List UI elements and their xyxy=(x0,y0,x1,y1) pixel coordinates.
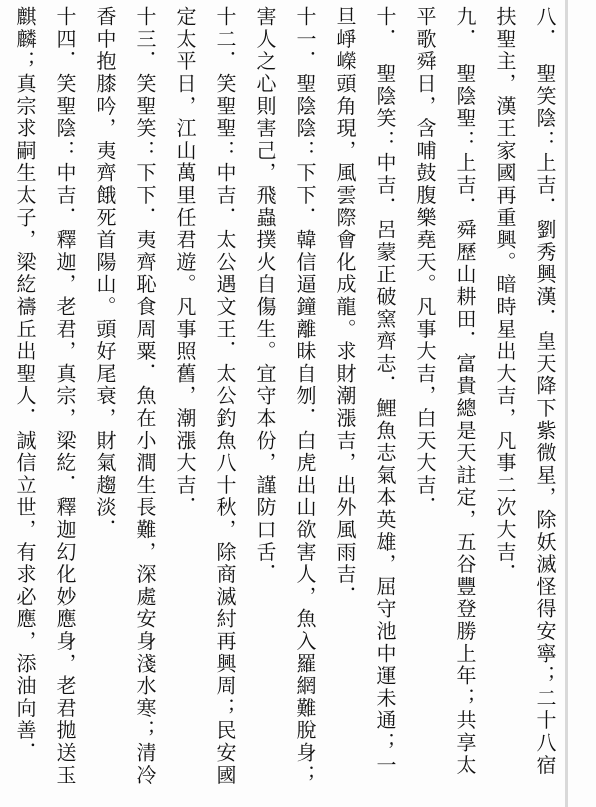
page-edge-shadow xyxy=(565,0,568,807)
text-line-6: 旦崢嶸頭角現，風雲際會化成龍。求財潮漲吉，出外風雨吉． xyxy=(333,6,357,609)
text-line-14: 麒麟；真宗求嗣生太子，梁紇禱丘出聖人．誠信立世，有求必應，添油向善． xyxy=(13,6,37,765)
text-line-4: 平歌舜日，含哺鼓腹樂堯天。凡事大吉，白天大吉． xyxy=(413,6,437,519)
text-line-9: 十二．笑聖聖：中吉．太公遇文王．太公釣魚八十秋，除商滅紂再興周；民安國 xyxy=(213,6,237,787)
text-line-12: 香中抱膝吟，夷齊餓死首陽山。頭好尾衰，財氣趨淡． xyxy=(93,6,117,542)
text-line-1: 八． 聖笑陰：上吉．劉秀興漢．皇天降下紫微星，除妖滅怪得安寧；二十八宿 xyxy=(533,6,557,777)
text-line-8: 害人之心則害己，飛蟲撲火自傷生。宜守本份，謹防口舌． xyxy=(253,6,277,586)
text-line-5: 十． 聖陰笑：中吉．呂蒙正破窯齊志．鯉魚志氣本英雄，屈守池中運未通；一 xyxy=(373,6,397,777)
text-line-13: 十四．笑聖陰：中吉．釋迦，老君，真宗，梁紇．釋迦幻化妙應身，老君拋送玉 xyxy=(53,6,77,787)
text-line-7: 十一．聖陰陰：下下．韓信逼鐘離昧自刎．白虎出山欲害人，魚入羅網難脫身； xyxy=(293,6,317,787)
text-line-3: 九． 聖陰聖：上吉．舜歷山耕田．富貴總是天註定，五谷豐登勝上年；共享太 xyxy=(453,6,477,777)
text-line-11: 十三．笑聖笑：下下．夷齊恥食周粟．魚在小澗生長難，深處安身淺水寒；清冷 xyxy=(133,6,157,787)
text-line-10: 定太平日，江山萬里任君遊。凡事照舊，潮漲大吉． xyxy=(173,6,197,519)
text-line-2: 扶聖主，漢王家國再重興。暗時星出大吉，凡事二次大吉． xyxy=(493,6,517,586)
